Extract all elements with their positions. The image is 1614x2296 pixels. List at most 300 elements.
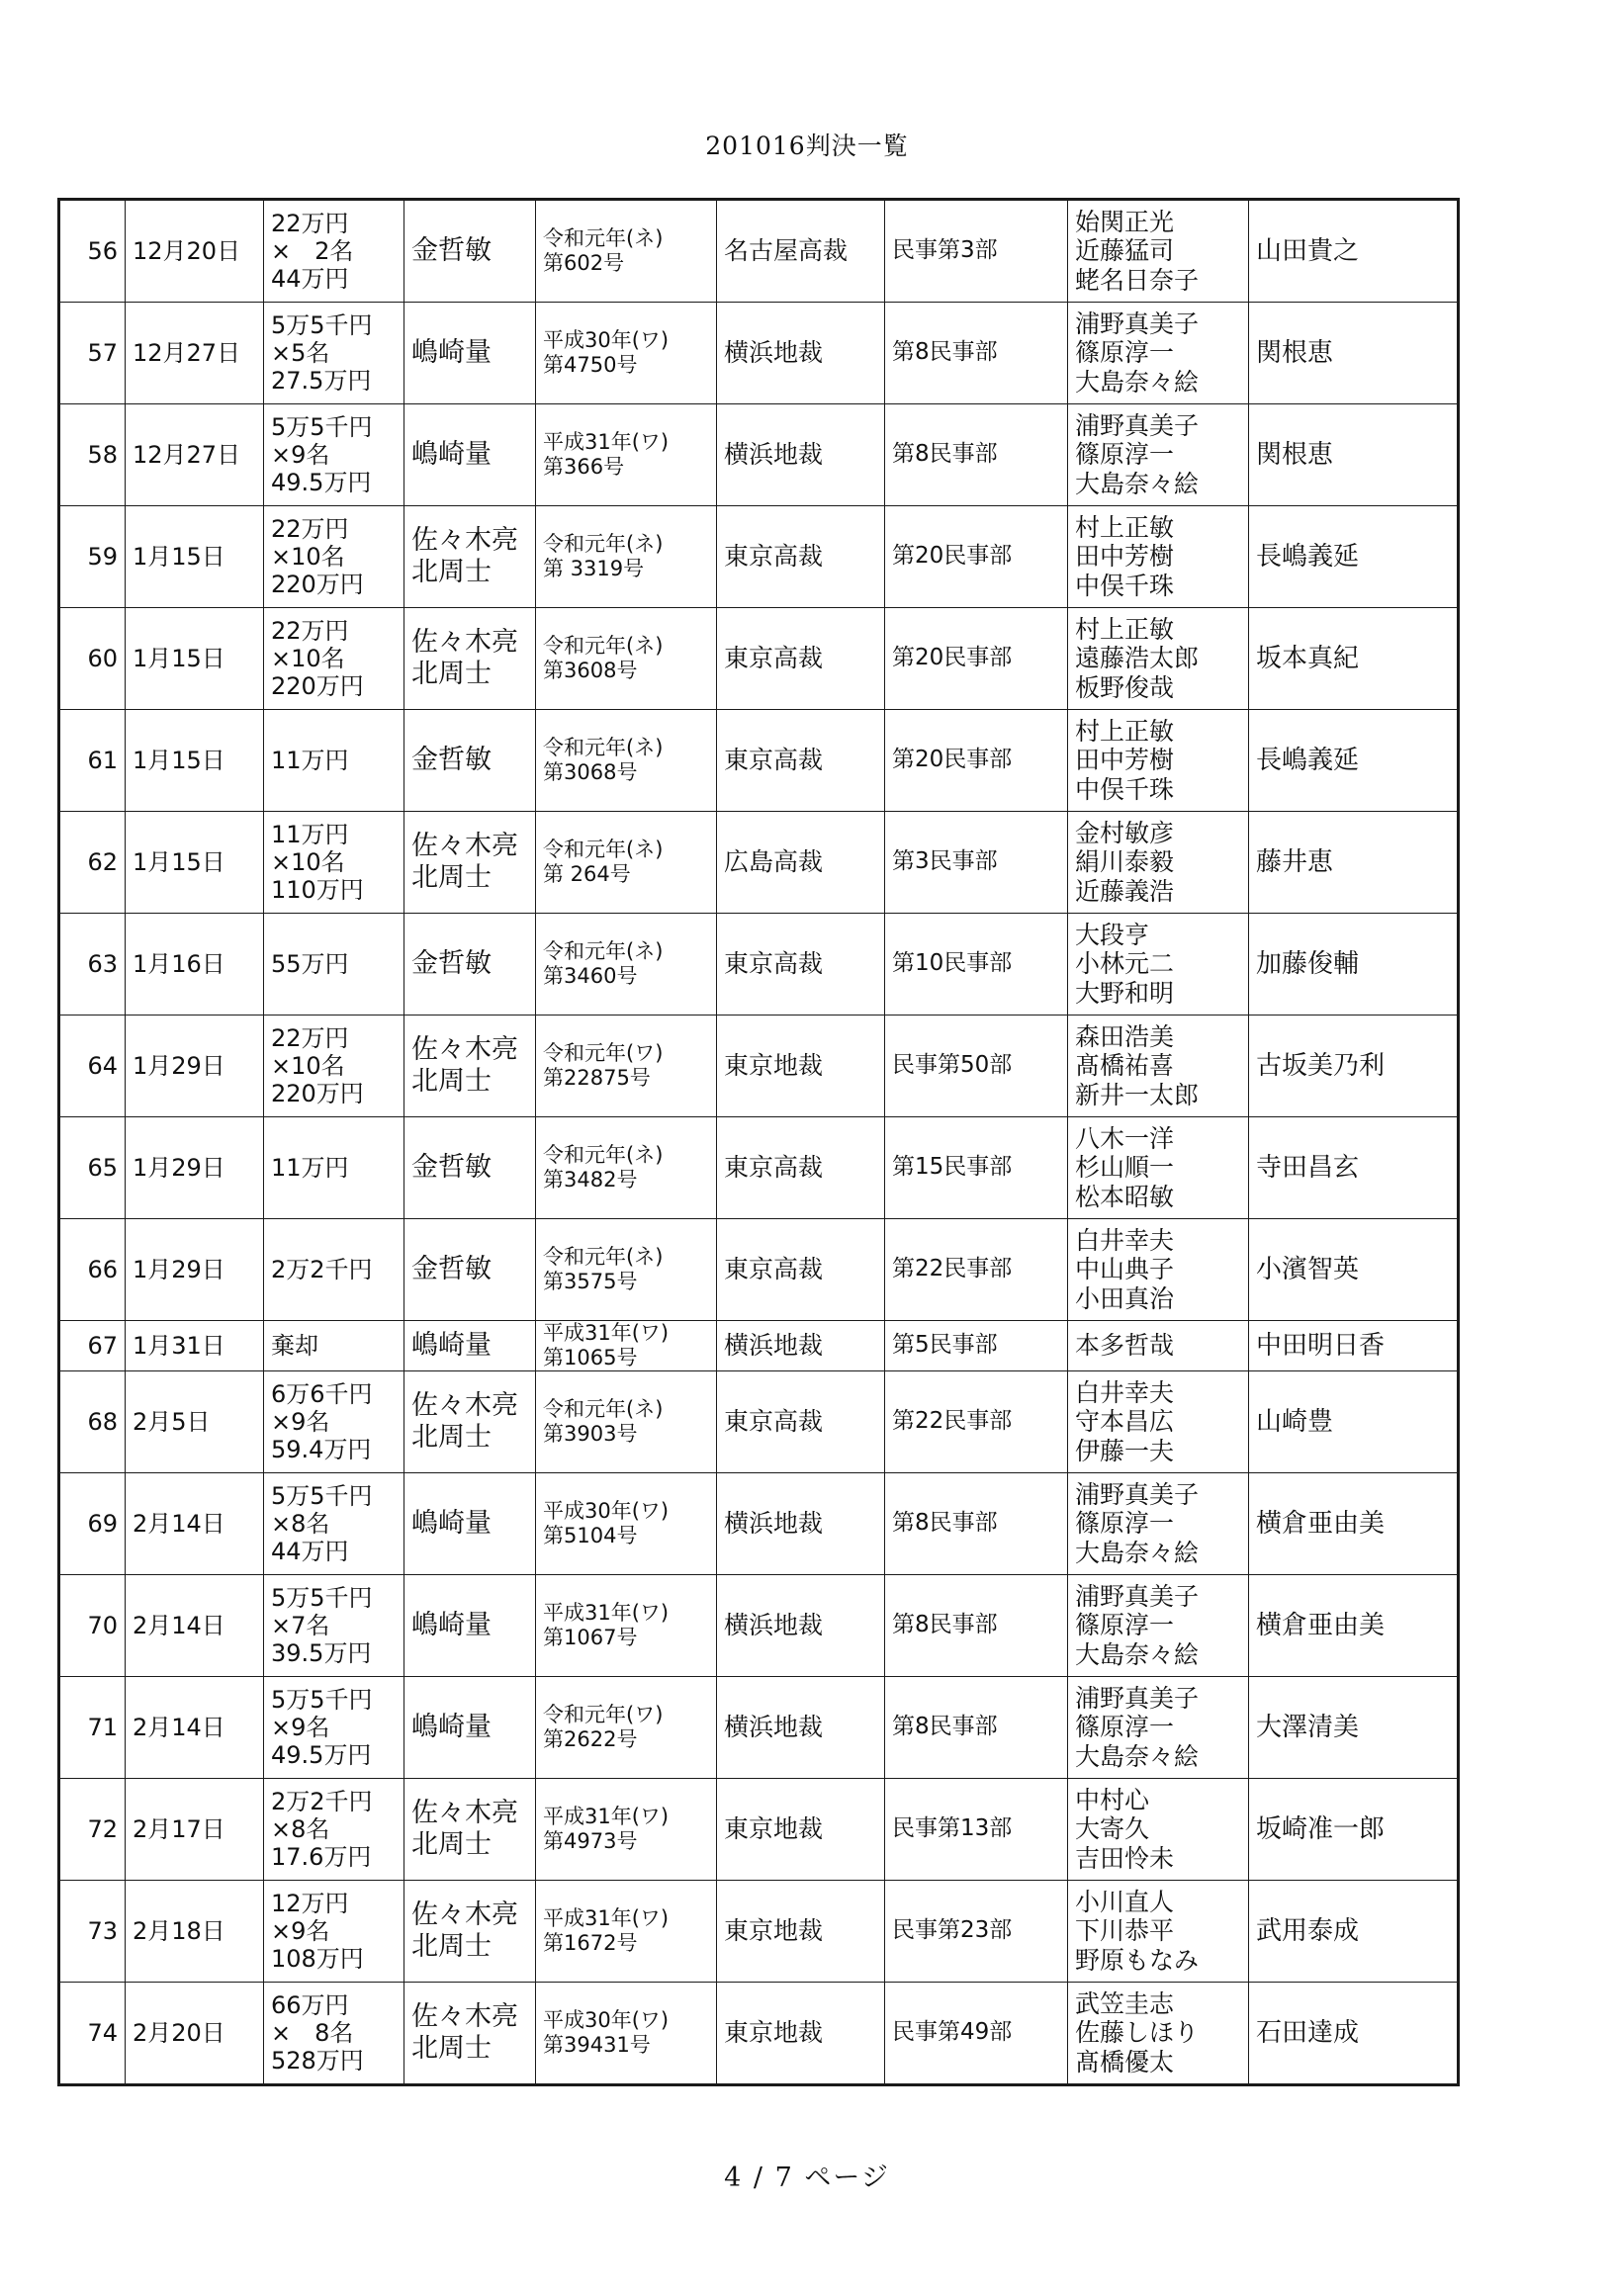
division: 民事第13部 (885, 1779, 1068, 1881)
division: 第20民事部 (885, 710, 1068, 812)
judgment-date: 2月18日 (126, 1881, 264, 1983)
attorney-line: 北周士 (411, 659, 492, 689)
case-number-line: 平成30年(ワ) (543, 1499, 670, 1524)
judgment-table (57, 198, 1460, 2086)
award-amount-line: 108万円 (271, 1945, 364, 1974)
judgment-date: 1月15日 (126, 812, 264, 914)
table-row (59, 200, 1459, 303)
clerk: 山田貴之 (1249, 200, 1459, 303)
case-number-line: 平成31年(ワ) (543, 430, 670, 455)
row-number: 60 (59, 608, 126, 710)
award-amount-line: × 8名 (271, 2018, 354, 2047)
award-amount-line: ×8名 (271, 1509, 330, 1538)
table-row (59, 812, 1459, 914)
division: 第3民事部 (885, 812, 1068, 914)
judges-line: 野原もなみ (1075, 1945, 1200, 1975)
clerk: 坂本真紀 (1249, 608, 1459, 710)
row-number: 68 (59, 1371, 126, 1473)
table-row (59, 1219, 1459, 1321)
judgment-date: 2月20日 (126, 1983, 264, 2085)
attorney-line: 北周士 (411, 1931, 492, 1962)
case-number-line: 第3608号 (543, 659, 638, 682)
award-amount-line: 17.6万円 (271, 1843, 372, 1872)
award-amount-line: 528万円 (271, 2047, 364, 2075)
award-amount-line: 5万5千円 (271, 412, 373, 441)
case-number-line: 第2622号 (543, 1727, 638, 1751)
court: 東京高裁 (717, 1117, 885, 1219)
case-number-line: 第22875号 (543, 1066, 651, 1090)
award-amount-line: ×10名 (271, 847, 345, 876)
table-row (59, 1677, 1459, 1779)
case-number (536, 506, 717, 608)
table-row (59, 1779, 1459, 1881)
row-number: 57 (59, 303, 126, 404)
award-amount-line: ×10名 (271, 542, 345, 571)
judgment-date: 1月16日 (126, 914, 264, 1016)
division: 民事第23部 (885, 1881, 1068, 1983)
judges-line: 髙橋祐喜 (1075, 1051, 1175, 1081)
division: 第22民事部 (885, 1219, 1068, 1321)
row-number: 66 (59, 1219, 126, 1321)
award-amount-line: 220万円 (271, 571, 364, 599)
judges-line: 篠原淳一 (1075, 1611, 1175, 1640)
judges-line: 髙橋優太 (1075, 2047, 1175, 2076)
judges (1068, 1219, 1249, 1321)
award-amount-line: 66万円 (271, 1990, 349, 2019)
clerk: 武用泰成 (1249, 1881, 1459, 1983)
judges (1068, 1016, 1249, 1117)
award-amount-line: 2万2千円 (271, 1787, 373, 1815)
attorney-line: 佐々木亮 (411, 1798, 518, 1829)
award-amount (264, 200, 404, 303)
judges-line: 金村敏彦 (1075, 818, 1175, 847)
case-number (536, 1219, 717, 1321)
attorney (404, 1371, 536, 1473)
judges-line: 大野和明 (1075, 978, 1175, 1008)
attorney-line: 嶋崎量 (411, 439, 492, 471)
case-number-line: 平成30年(ワ) (543, 2008, 670, 2033)
award-amount-line: ×9名 (271, 1916, 330, 1945)
judges-line: 大寄久 (1075, 1814, 1150, 1844)
case-number-line: 平成31年(ワ) (543, 1906, 670, 1931)
judges-line: 浦野真美子 (1075, 309, 1200, 338)
judgment-table-body (59, 200, 1459, 2085)
judges (1068, 1473, 1249, 1575)
award-amount-line: 220万円 (271, 1080, 364, 1108)
judgment-date: 1月29日 (126, 1219, 264, 1321)
court: 東京高裁 (717, 710, 885, 812)
row-number: 63 (59, 914, 126, 1016)
case-number-line: 平成31年(ワ) (543, 1601, 670, 1626)
attorney (404, 710, 536, 812)
judges-line: 松本昭敏 (1075, 1182, 1175, 1211)
division: 第8民事部 (885, 404, 1068, 506)
case-number-line: 令和元年(ネ) (543, 532, 664, 557)
clerk: 中田明日香 (1249, 1321, 1459, 1371)
judges (1068, 1117, 1249, 1219)
attorney-line: 北周士 (411, 2033, 492, 2064)
judges-line: 吉田怜未 (1075, 1843, 1175, 1873)
case-number (536, 812, 717, 914)
award-amount-line: 11万円 (271, 746, 349, 774)
attorney-line: 嶋崎量 (411, 337, 492, 369)
award-amount-line: ×9名 (271, 1713, 330, 1741)
judges (1068, 1371, 1249, 1473)
award-amount-line: 59.4万円 (271, 1436, 372, 1464)
attorney-line: 嶋崎量 (411, 1610, 492, 1641)
attorney-line: 北周士 (411, 557, 492, 587)
judges-line: 小林元二 (1075, 949, 1175, 979)
division: 民事第49部 (885, 1983, 1068, 2085)
division: 第20民事部 (885, 608, 1068, 710)
row-number: 62 (59, 812, 126, 914)
court: 東京高裁 (717, 914, 885, 1016)
judges-line: 絹川泰毅 (1075, 847, 1175, 877)
table-row (59, 1016, 1459, 1117)
judgment-date: 2月14日 (126, 1677, 264, 1779)
case-number-line: 第 264号 (543, 862, 631, 886)
award-amount (264, 1473, 404, 1575)
attorney-line: 嶋崎量 (411, 1508, 492, 1540)
award-amount-line: 22万円 (271, 209, 349, 237)
judges-line: 小川直人 (1075, 1887, 1175, 1916)
table-row (59, 1371, 1459, 1473)
division: 第8民事部 (885, 1677, 1068, 1779)
judges-line: 近藤猛司 (1075, 236, 1175, 266)
judges-line: 中村心 (1075, 1785, 1150, 1814)
award-amount-line: 27.5万円 (271, 367, 372, 396)
case-number-line: 第 3319号 (543, 557, 645, 580)
judgment-date: 2月14日 (126, 1473, 264, 1575)
judges-line: 浦野真美子 (1075, 1581, 1200, 1611)
judges-line: 始関正光 (1075, 207, 1175, 236)
case-number-line: 令和元年(ネ) (543, 1245, 664, 1270)
judges-line: 大島奈々絵 (1075, 1538, 1200, 1567)
attorney-line: 北周士 (411, 862, 492, 893)
judgment-date: 1月15日 (126, 710, 264, 812)
clerk: 小濱智英 (1249, 1219, 1459, 1321)
judges (1068, 1881, 1249, 1983)
clerk: 長嶋義延 (1249, 710, 1459, 812)
case-number-line: 令和元年(ネ) (543, 226, 664, 251)
row-number: 61 (59, 710, 126, 812)
award-amount (264, 1371, 404, 1473)
award-amount-line: 55万円 (271, 949, 349, 978)
table-row (59, 1117, 1459, 1219)
award-amount-line: 44万円 (271, 265, 349, 294)
row-number: 72 (59, 1779, 126, 1881)
court: 東京地裁 (717, 1881, 885, 1983)
judges-line: 板野俊哉 (1075, 672, 1175, 702)
case-number (536, 404, 717, 506)
award-amount-line: ×9名 (271, 440, 330, 469)
case-number-line: 令和元年(ネ) (543, 1397, 664, 1422)
attorney-line: 金哲敏 (411, 948, 492, 980)
case-number (536, 1677, 717, 1779)
judges (1068, 608, 1249, 710)
attorney (404, 1016, 536, 1117)
row-number: 56 (59, 200, 126, 303)
judges-line: 村上正敏 (1075, 716, 1175, 746)
attorney-line: 佐々木亮 (411, 1390, 518, 1422)
judges (1068, 1677, 1249, 1779)
judges-line: 蛯名日奈子 (1075, 265, 1200, 295)
court: 横浜地裁 (717, 1321, 885, 1371)
attorney (404, 1117, 536, 1219)
judges-line: 大島奈々絵 (1075, 1741, 1200, 1771)
court: 東京地裁 (717, 1983, 885, 2085)
judges (1068, 914, 1249, 1016)
attorney (404, 1575, 536, 1677)
attorney-line: 北周士 (411, 1066, 492, 1097)
judges-line: 守本昌広 (1075, 1407, 1175, 1437)
award-amount-line: 22万円 (271, 616, 349, 645)
judges-line: 武笠圭志 (1075, 1988, 1175, 2018)
case-number (536, 1321, 717, 1371)
case-number-line: 令和元年(ネ) (543, 634, 664, 659)
case-number (536, 608, 717, 710)
division: 民事第3部 (885, 200, 1068, 303)
attorney-line: 金哲敏 (411, 745, 492, 776)
judges-line: 浦野真美子 (1075, 410, 1200, 440)
attorney (404, 1779, 536, 1881)
award-amount-line: 5万5千円 (271, 1583, 373, 1612)
award-amount-line: 6万6千円 (271, 1379, 373, 1408)
award-amount (264, 1983, 404, 2085)
clerk: 関根恵 (1249, 404, 1459, 506)
court: 東京高裁 (717, 1219, 885, 1321)
judges-line: 下川恭平 (1075, 1916, 1175, 1946)
division: 第20民事部 (885, 506, 1068, 608)
judges-line: 白井幸夫 (1075, 1225, 1175, 1255)
division: 第22民事部 (885, 1371, 1068, 1473)
division: 民事第50部 (885, 1016, 1068, 1117)
clerk: 寺田昌玄 (1249, 1117, 1459, 1219)
judges-line: 小田真治 (1075, 1283, 1175, 1313)
court: 横浜地裁 (717, 303, 885, 404)
award-amount (264, 608, 404, 710)
attorney (404, 1983, 536, 2085)
attorney (404, 1219, 536, 1321)
attorney (404, 1473, 536, 1575)
award-amount-line: ×8名 (271, 1814, 330, 1843)
judges-line: 佐藤しほり (1075, 2018, 1200, 2048)
judges-line: 中俣千珠 (1075, 774, 1175, 804)
judges (1068, 303, 1249, 404)
judges (1068, 1983, 1249, 2085)
judgment-date: 12月27日 (126, 404, 264, 506)
case-number-line: 第366号 (543, 455, 625, 479)
attorney (404, 608, 536, 710)
case-number (536, 303, 717, 404)
row-number: 58 (59, 404, 126, 506)
judges-line: 浦野真美子 (1075, 1479, 1200, 1509)
table-row (59, 1321, 1459, 1371)
clerk: 大澤清美 (1249, 1677, 1459, 1779)
division: 第8民事部 (885, 1575, 1068, 1677)
judgment-date: 1月29日 (126, 1016, 264, 1117)
award-amount-line: 5万5千円 (271, 1685, 373, 1714)
clerk: 横倉亜由美 (1249, 1473, 1459, 1575)
division: 第10民事部 (885, 914, 1068, 1016)
table-row (59, 506, 1459, 608)
court: 東京高裁 (717, 506, 885, 608)
case-number (536, 1881, 717, 1983)
award-amount (264, 1881, 404, 1983)
judgment-date: 2月14日 (126, 1575, 264, 1677)
attorney (404, 1677, 536, 1779)
judgment-date: 2月5日 (126, 1371, 264, 1473)
attorney (404, 1881, 536, 1983)
judges (1068, 1779, 1249, 1881)
case-number-line: 第39431号 (543, 2033, 651, 2057)
award-amount-line: 49.5万円 (271, 469, 372, 497)
case-number (536, 1371, 717, 1473)
award-amount-line: ×9名 (271, 1407, 330, 1436)
attorney-line: 金哲敏 (411, 235, 492, 267)
attorney-line: 北周士 (411, 1829, 492, 1860)
attorney (404, 404, 536, 506)
table-row (59, 914, 1459, 1016)
clerk: 横倉亜由美 (1249, 1575, 1459, 1677)
attorney-line: 嶋崎量 (411, 1712, 492, 1743)
attorney (404, 812, 536, 914)
judgment-date: 1月31日 (126, 1321, 264, 1371)
case-number-line: 第1067号 (543, 1626, 638, 1649)
case-number-line: 平成31年(ワ) (543, 1805, 670, 1829)
division: 第8民事部 (885, 1473, 1068, 1575)
case-number (536, 1983, 717, 2085)
attorney-line: 佐々木亮 (411, 1899, 518, 1931)
court: 東京地裁 (717, 1779, 885, 1881)
award-amount (264, 710, 404, 812)
case-number (536, 710, 717, 812)
attorney-line: 佐々木亮 (411, 2001, 518, 2033)
row-number: 59 (59, 506, 126, 608)
judges-line: 大島奈々絵 (1075, 1639, 1200, 1669)
judges-line: 伊藤一夫 (1075, 1436, 1175, 1465)
award-amount (264, 1779, 404, 1881)
award-amount-line: ×5名 (271, 338, 330, 367)
judges-line: 新井一太郎 (1075, 1080, 1200, 1109)
attorney-line: 金哲敏 (411, 1152, 492, 1184)
judges-line: 浦野真美子 (1075, 1683, 1200, 1713)
judges-line: 白井幸夫 (1075, 1377, 1175, 1407)
judges (1068, 506, 1249, 608)
judges-line: 八木一洋 (1075, 1123, 1175, 1153)
row-number: 67 (59, 1321, 126, 1371)
judges-line: 田中芳樹 (1075, 542, 1175, 572)
case-number-line: 第3903号 (543, 1422, 638, 1446)
award-amount-line: 22万円 (271, 1023, 349, 1052)
case-number-line: 平成30年(ワ) (543, 328, 670, 353)
row-number: 74 (59, 1983, 126, 2085)
clerk: 関根恵 (1249, 303, 1459, 404)
judges-line: 遠藤浩太郎 (1075, 644, 1200, 673)
table-row (59, 608, 1459, 710)
award-amount-line: 49.5万円 (271, 1741, 372, 1770)
attorney (404, 506, 536, 608)
award-amount-line: 44万円 (271, 1538, 349, 1566)
court: 横浜地裁 (717, 1473, 885, 1575)
award-amount (264, 506, 404, 608)
judgment-date: 1月15日 (126, 506, 264, 608)
award-amount (264, 1219, 404, 1321)
division: 第8民事部 (885, 303, 1068, 404)
table-row (59, 1983, 1459, 2085)
award-amount (264, 812, 404, 914)
attorney (404, 914, 536, 1016)
table-row (59, 303, 1459, 404)
attorney-line: 金哲敏 (411, 1254, 492, 1285)
attorney-line: 佐々木亮 (411, 1034, 518, 1066)
row-number: 64 (59, 1016, 126, 1117)
award-amount-line: 220万円 (271, 672, 364, 701)
division: 第15民事部 (885, 1117, 1068, 1219)
award-amount-line: ×10名 (271, 644, 345, 672)
case-number (536, 914, 717, 1016)
clerk: 長嶋義延 (1249, 506, 1459, 608)
case-number-line: 第1065号 (543, 1346, 638, 1369)
award-amount (264, 303, 404, 404)
award-amount-line: ×7名 (271, 1611, 330, 1639)
judges-line: 近藤義浩 (1075, 876, 1175, 906)
case-number (536, 1473, 717, 1575)
row-number: 71 (59, 1677, 126, 1779)
award-amount (264, 914, 404, 1016)
attorney (404, 1321, 536, 1371)
case-number-line: 第602号 (543, 251, 625, 275)
award-amount (264, 1677, 404, 1779)
judges-line: 篠原淳一 (1075, 1509, 1175, 1539)
judges-line: 大島奈々絵 (1075, 469, 1200, 498)
case-number (536, 1016, 717, 1117)
attorney-line: 嶋崎量 (411, 1330, 492, 1362)
case-number-line: 第1672号 (543, 1931, 638, 1955)
case-number-line: 第4973号 (543, 1829, 638, 1853)
judges-line: 篠原淳一 (1075, 1713, 1175, 1742)
clerk: 石田達成 (1249, 1983, 1459, 2085)
judges-line: 中俣千珠 (1075, 571, 1175, 600)
award-amount-line: 22万円 (271, 514, 349, 543)
attorney (404, 303, 536, 404)
row-number: 70 (59, 1575, 126, 1677)
table-row (59, 1881, 1459, 1983)
case-number (536, 1779, 717, 1881)
court: 広島高裁 (717, 812, 885, 914)
attorney (404, 200, 536, 303)
court: 東京高裁 (717, 608, 885, 710)
award-amount-line: 11万円 (271, 1153, 349, 1182)
case-number-line: 第5104号 (543, 1524, 638, 1547)
judges-line: 田中芳樹 (1075, 746, 1175, 775)
case-number-line: 令和元年(ワ) (543, 1703, 664, 1727)
table-row (59, 404, 1459, 506)
judges (1068, 1575, 1249, 1677)
award-amount (264, 1016, 404, 1117)
case-number-line: 第3482号 (543, 1168, 638, 1192)
attorney-line: 佐々木亮 (411, 831, 518, 862)
case-number-line: 第3068号 (543, 760, 638, 784)
case-number-line: 第4750号 (543, 353, 638, 377)
court: 横浜地裁 (717, 1575, 885, 1677)
case-number-line: 令和元年(ネ) (543, 838, 664, 862)
clerk: 古坂美乃利 (1249, 1016, 1459, 1117)
table-row (59, 710, 1459, 812)
judges-line: 杉山順一 (1075, 1153, 1175, 1183)
judges-line: 大島奈々絵 (1075, 367, 1200, 397)
attorney-line: 佐々木亮 (411, 525, 518, 557)
